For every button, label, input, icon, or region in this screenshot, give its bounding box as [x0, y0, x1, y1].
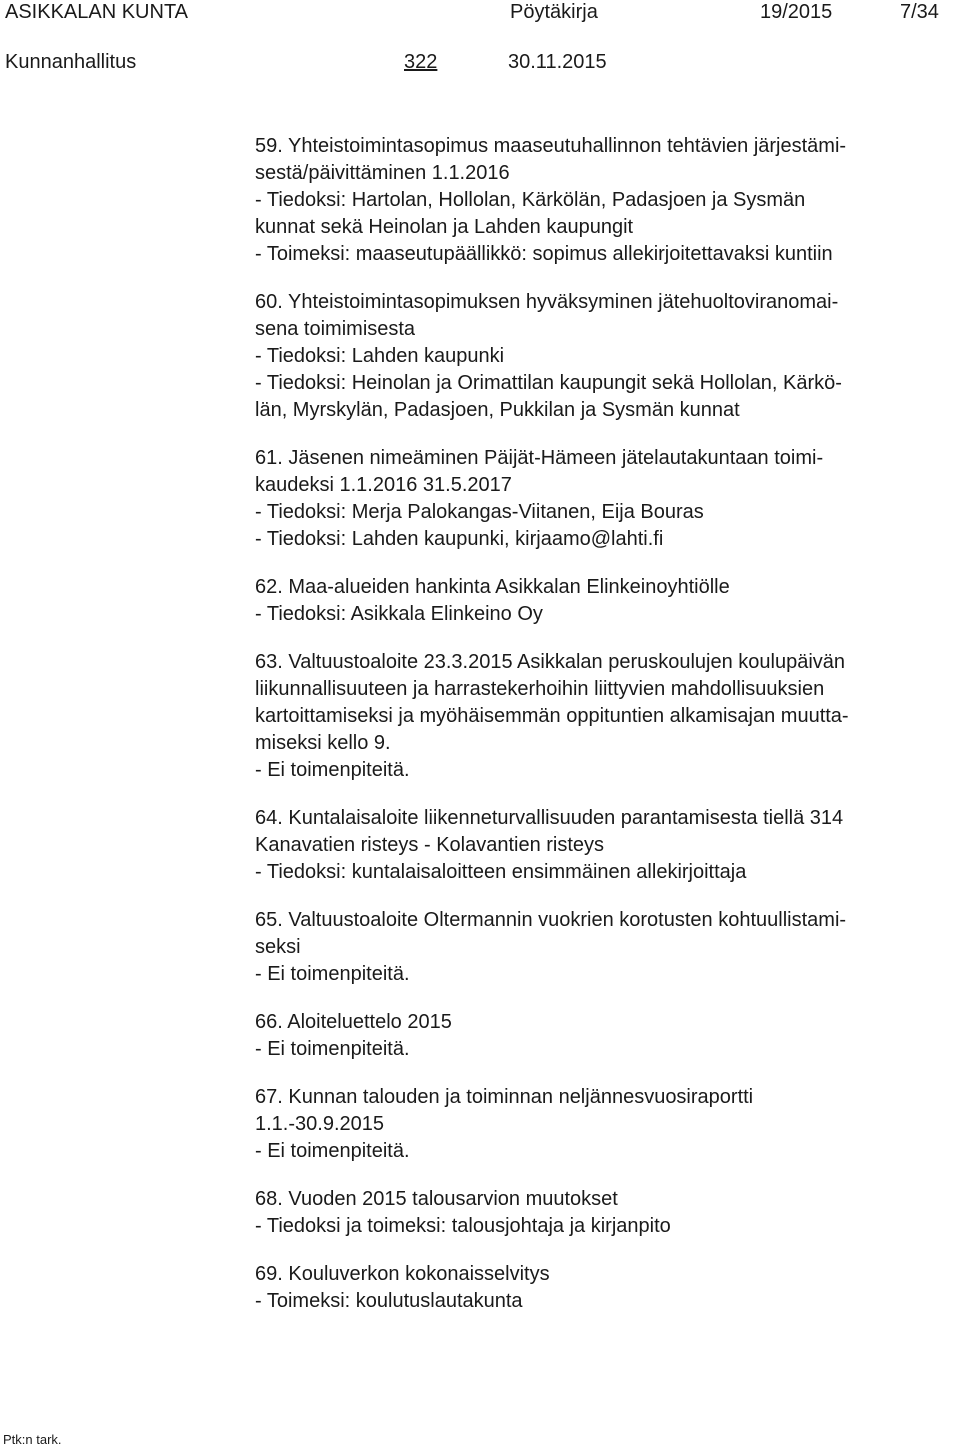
agenda-item-line: 69. Kouluverkon kokonaisselvitys: [255, 1263, 550, 1285]
agenda-item-line: - Ei toimenpiteitä.: [255, 759, 410, 781]
agenda-item-line: - Toimeksi: koulutuslautakunta: [255, 1290, 523, 1312]
document-type: Pöytäkirja: [510, 1, 598, 23]
agenda-item: [255, 1084, 955, 1165]
organization-name: ASIKKALAN KUNTA: [5, 1, 189, 23]
body-name: Kunnanhallitus: [5, 51, 137, 73]
agenda-item: [255, 805, 955, 886]
agenda-item-line: 65. Valtuustoaloite Oltermannin vuokrien korotusten kohtuullistami-: [255, 909, 847, 931]
agenda-item-line: miseksi kello 9.: [255, 732, 391, 754]
agenda-item-line: 60. Yhteistoimintasopimuksen hyväksyminen jätehuoltoviranomai-: [255, 291, 839, 313]
agenda-item-line: liikunnallisuuteen ja harrastekerhoihin liittyvien mahdollisuuksien: [255, 678, 825, 700]
agenda-item-line: 63. Valtuustoaloite 23.3.2015 Asikkalan peruskoulujen koulupäivän: [255, 651, 846, 673]
footer-note: Ptk:n tark.: [3, 1432, 62, 1447]
agenda-item-line: län, Myrskylän, Padasjoen, Pukkilan ja Sysmän kunnat: [255, 399, 740, 421]
agenda-item-line: - Ei toimenpiteitä.: [255, 1140, 410, 1162]
agenda-item: [255, 907, 955, 988]
agenda-item-line: 59. Yhteistoimintasopimus maaseutuhallinnon tehtävien järjestämi-: [255, 135, 847, 157]
agenda-item-line: 66. Aloiteluettelo 2015: [255, 1011, 452, 1033]
agenda-item-line: sestä/päivittäminen 1.1.2016: [255, 162, 510, 184]
agenda-item-line: - Tiedoksi: Hartolan, Hollolan, Kärkölän, Padasjoen ja Sysmän: [255, 189, 806, 211]
agenda-item-line: 67. Kunnan talouden ja toiminnan neljännesvuosiraportti: [255, 1086, 754, 1108]
agenda-item-line: kartoittamiseksi ja myöhäisemmän oppituntien alkamisajan muutta-: [255, 705, 849, 727]
agenda-item-line: - Toimeksi: maaseutupäällikkö: sopimus allekirjoitettavaksi kuntiin: [255, 243, 833, 265]
agenda-item-line: - Ei toimenpiteitä.: [255, 1038, 410, 1060]
meeting-date: 30.11.2015: [508, 51, 607, 73]
agenda-item-line: Kanavatien risteys - Kolavantien risteys: [255, 834, 605, 856]
agenda-item-line: kunnat sekä Heinolan ja Lahden kaupungit: [255, 216, 634, 238]
agenda-item-line: 62. Maa-alueiden hankinta Asikkalan Elinkeinoyhtiölle: [255, 576, 730, 598]
agenda-item-line: kaudeksi 1.1.2016 31.5.2017: [255, 474, 512, 496]
agenda-item-line: - Ei toimenpiteitä.: [255, 963, 410, 985]
agenda-item-line: - Tiedoksi: Merja Palokangas-Viitanen, Eija Bouras: [255, 501, 704, 523]
agenda-item: [255, 1009, 955, 1063]
agenda-item: [255, 133, 955, 268]
agenda-item-line: seksi: [255, 936, 301, 958]
agenda-item-line: sena toimimisesta: [255, 318, 416, 340]
agenda-item-line: 61. Jäsenen nimeäminen Päijät-Hämeen jätelautakuntaan toimi-: [255, 447, 824, 469]
agenda-item-line: - Tiedoksi ja toimeksi: talousjohtaja ja kirjanpito: [255, 1215, 671, 1237]
section-number: 322: [404, 51, 438, 73]
agenda-item: [255, 1186, 955, 1240]
agenda-item-line: 68. Vuoden 2015 talousarvion muutokset: [255, 1188, 618, 1210]
agenda-item-line: - Tiedoksi: Heinolan ja Orimattilan kaupungit sekä Hollolan, Kärkö-: [255, 372, 842, 394]
agenda-item-line: - Tiedoksi: Asikkala Elinkeino Oy: [255, 603, 543, 625]
agenda-item-line: 64. Kuntalaisaloite liikenneturvallisuuden parantamisesta tiellä 314: [255, 807, 844, 829]
agenda-items: [255, 133, 955, 1336]
page-number: 7/34: [900, 1, 939, 23]
agenda-item: [255, 289, 955, 424]
agenda-item-line: - Tiedoksi: kuntalaisaloitteen ensimmäinen allekirjoittaja: [255, 861, 747, 883]
agenda-item: [255, 445, 955, 553]
agenda-item-line: 1.1.-30.9.2015: [255, 1113, 384, 1135]
agenda-item-line: - Tiedoksi: Lahden kaupunki, kirjaamo@lahti.fi: [255, 528, 664, 550]
agenda-item-line: - Tiedoksi: Lahden kaupunki: [255, 345, 505, 367]
document-number: 19/2015: [760, 1, 833, 23]
agenda-item: [255, 1261, 955, 1315]
agenda-item: [255, 649, 955, 784]
agenda-item: [255, 574, 955, 628]
